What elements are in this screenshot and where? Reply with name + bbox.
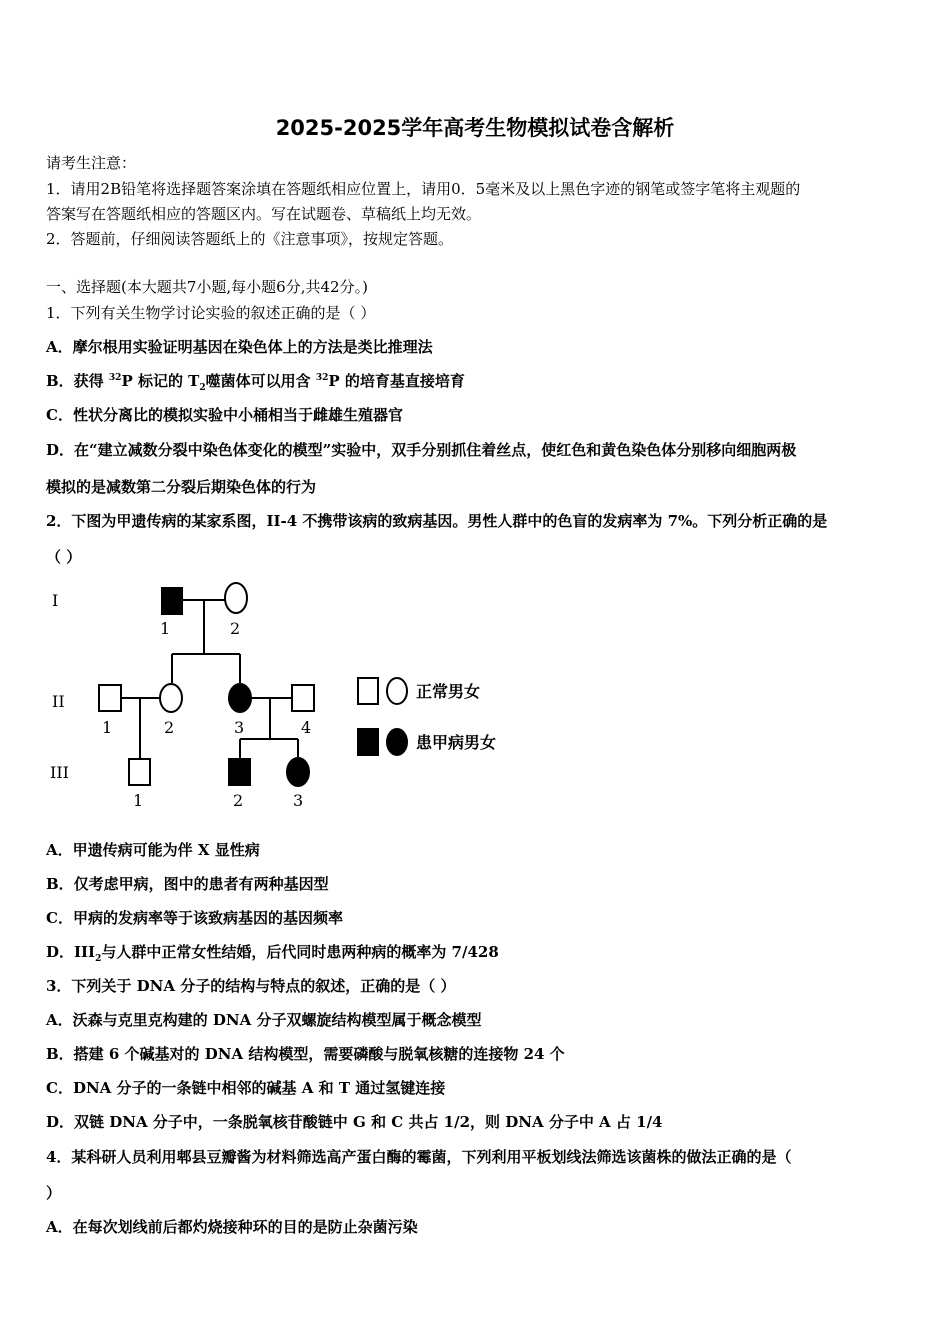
gen2-number: 1	[102, 718, 113, 737]
gen1-affected-male	[162, 588, 182, 614]
q2-option-a: A．甲遗传病可能为伴 X 显性病	[46, 841, 260, 859]
q2-option-d-text: D．III	[46, 943, 96, 961]
gen2-number: 3	[234, 718, 245, 737]
q1-option-a: A．摩尔根用实验证明基因在染色体上的方法是类比推理法	[46, 338, 433, 356]
gen3-normal-male-1	[129, 759, 150, 785]
gen3-number: 1	[133, 791, 144, 810]
gen2-number: 2	[164, 718, 175, 737]
gen1-normal-female	[225, 583, 247, 613]
q3-option-c: C．DNA 分子的一条链中相邻的碱基 A 和 T 通过氢键连接	[46, 1079, 446, 1097]
q1-option-b-text: P 标记的 T	[121, 372, 200, 390]
gen2-affected-female-3	[229, 684, 251, 712]
q3-stem: 3．下列关于 DNA 分子的结构与特点的叙述，正确的是（ ）	[46, 977, 456, 995]
gen3-affected-male-2	[229, 759, 250, 785]
gen2-normal-male-4	[292, 685, 314, 711]
notice-item-1-line-1: 1．请用2B铅笔将选择题答案涂填在答题纸相应位置上，请用0．5毫米及以上黑色字迹的钢笔或签字笔将主观题的	[46, 180, 801, 198]
section-header: 一、选择题(本大题共7小题,每小题6分,共42分。)	[46, 278, 368, 296]
gen2-number: 4	[301, 718, 312, 737]
notice-header: 请考生注意：	[46, 154, 137, 172]
q1-option-c: C．性状分离比的模拟实验中小桶相当于雌雄生殖器官	[46, 406, 403, 424]
q1-option-d-line-2: 模拟的是减数第二分裂后期染色体的行为	[46, 478, 317, 496]
q1-option-b-sup: 32	[315, 373, 329, 383]
legend-normal-female-icon	[387, 678, 407, 704]
gen-label-2: II	[52, 692, 65, 711]
q1-option-b-text: P 的培育基直接培育	[328, 372, 465, 390]
legend-affected-female-icon	[387, 729, 407, 755]
q1-option-b	[46, 370, 906, 393]
q2-option-b: B．仅考虑甲病，图中的患者有两种基因型	[46, 875, 329, 893]
q2-option-c: C．甲病的发病率等于该致病基因的基因频率	[46, 909, 343, 927]
q3-option-b: B．搭建 6 个碱基对的 DNA 结构模型，需要磷酸与脱氧核糖的连接物 24 个	[46, 1045, 565, 1063]
gen3-affected-female-3	[287, 758, 309, 786]
q2-option-d	[46, 941, 906, 964]
q4-stem-line-2: ）	[46, 1184, 62, 1202]
legend-affected-label: 患甲病男女	[416, 733, 497, 752]
gen3-number: 3	[293, 791, 304, 810]
notice-item-1-line-2: 答案写在答题纸相应的答题区内。写在试题卷、草稿纸上均无效。	[46, 205, 482, 223]
q1-option-b-text: 噬菌体可以用含	[205, 372, 316, 390]
q2-option-d-text: 与人群中正常女性结婚，后代同时患两种病的概率为 7/428	[101, 943, 499, 961]
q1-option-b-sub: 2	[199, 383, 206, 393]
q2-stem-line-1: 2．下图为甲遗传病的某家系图，II-4 不携带该病的致病基因。男性人群中的色盲的发病率为 7%。下列分析正确的是	[46, 512, 828, 530]
page-title: 2025-2025学年高考生物模拟试卷含解析	[275, 116, 675, 140]
q1-option-d-line-1: D．在“建立减数分裂中染色体变化的模型”实验中，双手分别抓住着丝点，使红色和黄色染色体分别移向细胞两极	[46, 441, 797, 459]
legend-affected-male-icon	[358, 729, 378, 755]
q1-option-b-text: B．获得	[46, 372, 109, 390]
q2-stem-line-2: （ ）	[46, 548, 82, 566]
gen-label-1: I	[52, 591, 59, 610]
q3-option-a: A．沃森与克里克构建的 DNA 分子双螺旋结构模型属于概念模型	[46, 1011, 482, 1029]
gen3-number: 2	[233, 791, 244, 810]
q2-option-d-sub: 2	[95, 954, 102, 964]
pedigree-diagram	[40, 574, 540, 814]
gen2-normal-female-2	[160, 684, 182, 712]
q1-option-b-sup: 32	[108, 373, 122, 383]
q4-stem-line-1: 4．某科研人员利用郫县豆瓣酱为材料筛选高产蛋白酶的霉菌，下列利用平板划线法筛选该菌株的做法正确的是（	[46, 1148, 792, 1166]
q3-option-d: D．双链 DNA 分子中，一条脱氧核苷酸链中 G 和 C 共占 1/2，则 DNA 分子中 A 占 1/4	[46, 1113, 663, 1131]
gen-label-3: III	[50, 763, 69, 782]
q1-stem: 1．下列有关生物学讨论实验的叙述正确的是（ ）	[46, 304, 376, 322]
gen2-normal-male-1	[99, 685, 121, 711]
notice-item-2: 2．答题前，仔细阅读答题纸上的《注意事项》，按规定答题。	[46, 230, 454, 248]
gen1-number: 1	[160, 619, 171, 638]
legend-normal-label: 正常男女	[416, 682, 481, 701]
gen1-number: 2	[230, 619, 241, 638]
legend-normal-male-icon	[358, 678, 378, 704]
q4-option-a: A．在每次划线前后都灼烧接种环的目的是防止杂菌污染	[46, 1218, 418, 1236]
